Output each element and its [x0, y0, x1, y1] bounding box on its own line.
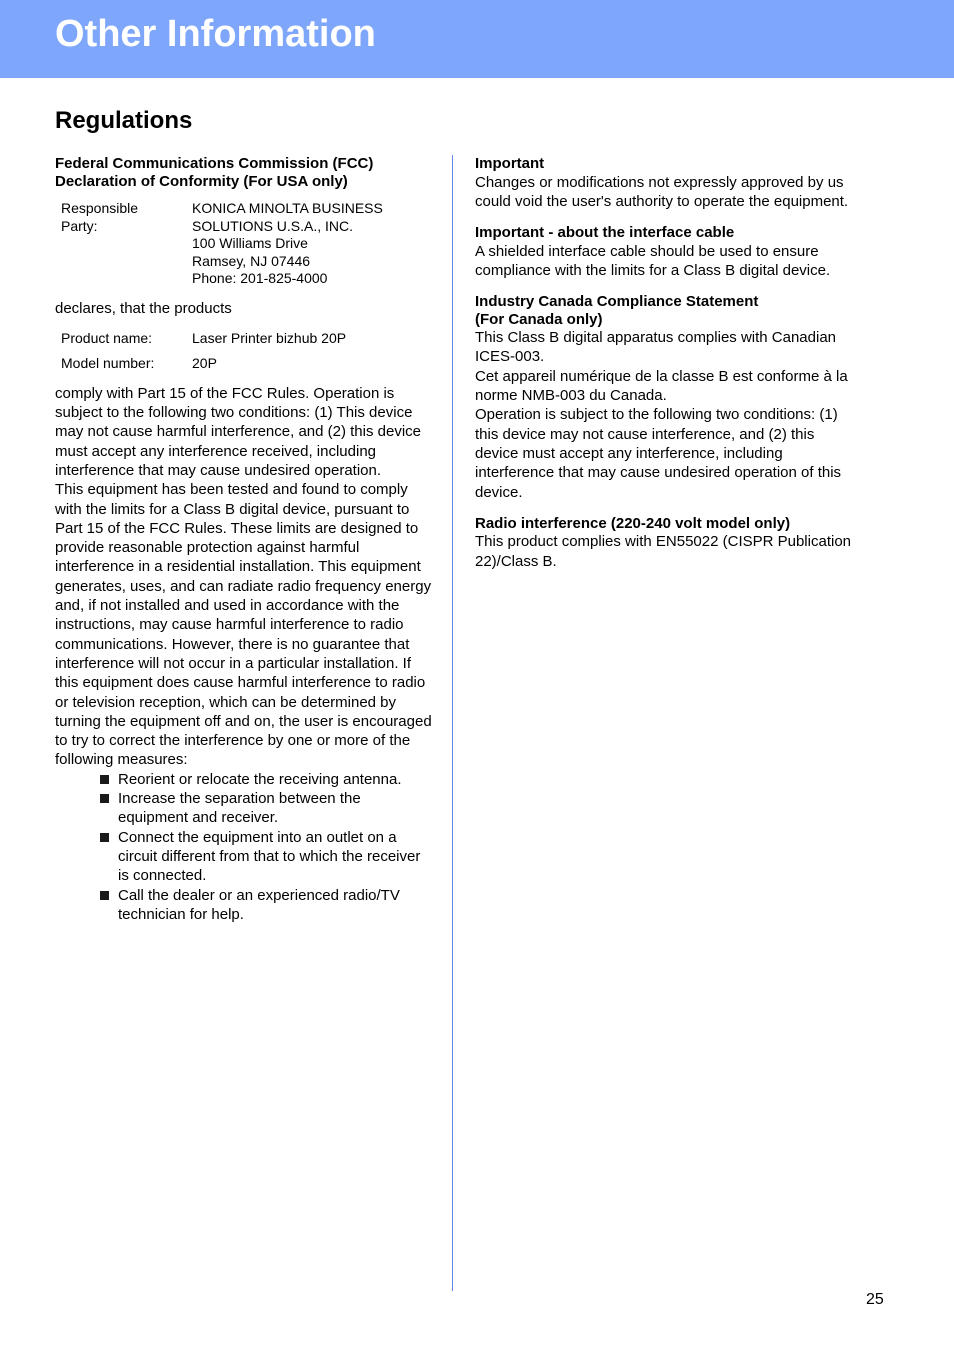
- section-title: Regulations: [55, 107, 193, 134]
- canada-heading-line-2: (For Canada only): [475, 310, 603, 328]
- product-table: [61, 326, 346, 376]
- responsible-party-table: [61, 200, 383, 288]
- interface-cable-heading: Important - about the interface cable: [475, 224, 735, 242]
- product-name-value: Laser Printer bizhub 20P: [192, 329, 347, 346]
- right-column: [475, 155, 857, 584]
- list-item: [100, 828, 433, 886]
- important-text: Changes or modifications not expressly approved by us could void the user's authority to operate the equipment.: [475, 173, 849, 210]
- party-line: Ramsey, NJ 07446: [192, 252, 311, 269]
- canada-heading-line-1: Industry Canada Compliance Statement: [475, 293, 759, 311]
- fcc-compliance-paragraph: comply with Part 15 of the FCC Rules. Operation is subject to the following two conditions: (1) This device may not cause harmful interference, and (2) this device must accept any interference received, including interference that may cause undesired operation.: [55, 384, 422, 479]
- model-row: [61, 351, 346, 376]
- party-line: 100 Williams Drive: [192, 235, 308, 251]
- list-item-text: Connect the equipment into an outlet on a circuit different from that to which the receiver is connected.: [118, 828, 421, 885]
- bullet-square-icon: [100, 891, 109, 900]
- bullet-square-icon: [100, 775, 109, 784]
- list-item: [100, 770, 433, 789]
- product-name-label: Product name:: [61, 329, 153, 346]
- header-banner: [0, 0, 954, 78]
- list-item-text: Call the dealer or an experienced radio/TV technician for help.: [118, 886, 400, 923]
- fcc-heading-line-2: Declaration of Conformity (For USA only): [55, 172, 348, 190]
- page-number: 25: [866, 1291, 884, 1308]
- party-label-line-2: Party:: [61, 217, 98, 234]
- model-number-label: Model number:: [61, 354, 155, 371]
- left-column: [55, 155, 433, 924]
- interface-cable-section: [475, 224, 857, 280]
- canada-text-3: Operation is subject to the following two conditions: (1) this device may not cause interference, and (2) this device must accept any interference, including interference that may cause undesired operation of this device.: [475, 406, 842, 501]
- interface-cable-text: A shielded interface cable should be used to ensure compliance with the limits for a Class B digital device.: [475, 242, 831, 279]
- list-item: [100, 789, 433, 828]
- product-row: [61, 326, 346, 351]
- bullet-square-icon: [100, 794, 109, 803]
- canada-section: [475, 293, 857, 502]
- party-address: [192, 200, 383, 288]
- column-divider: [452, 155, 453, 1291]
- list-item-text: Increase the separation between the equipment and receiver.: [118, 790, 361, 827]
- party-line: SOLUTIONS U.S.A., INC.: [192, 217, 354, 234]
- important-heading: Important: [475, 155, 545, 172]
- radio-interference-section: [475, 515, 857, 571]
- canada-text-1: This Class B digital apparatus complies with Canadian ICES-003.: [475, 329, 837, 366]
- list-item: [100, 886, 433, 925]
- important-section: [475, 155, 857, 211]
- party-line: KONICA MINOLTA BUSINESS: [192, 200, 383, 216]
- bullet-square-icon: [100, 833, 109, 842]
- list-item-text: Reorient or relocate the receiving antenna.: [118, 770, 402, 788]
- party-line: Phone: 201-825-4000: [192, 270, 328, 286]
- party-label: [61, 200, 192, 288]
- fcc-heading-line-1: Federal Communications Commission (FCC): [55, 155, 374, 172]
- canada-text-2: Cet appareil numérique de la classe B est conforme à la norme NMB-003 du Canada.: [475, 367, 848, 405]
- measures-list: [55, 770, 433, 924]
- declares-text: declares, that the products: [55, 299, 232, 317]
- page-title: Other Information: [55, 13, 376, 55]
- model-number-value: 20P: [192, 354, 217, 371]
- party-label-line-1: Responsible: [61, 200, 139, 216]
- fcc-equipment-paragraph: This equipment has been tested and found to comply with the limits for a Class B digital device, pursuant to Part 15 of the FCC Rules. These limits are designed to provide reasonable protection against harmful interference in a residential installation. This equipment generates, uses, and can radiate radio frequency energy and, if not installed and used in accordance with the instructions, may cause harmful interference to radio communications. However, there is no guarantee that interference will not occur in a particular installation. If this equipment does cause harmful interference to radio or television reception, which can be determined by turning the equipment off and on, the user is encouraged to try to correct the interference by one or more of the following measures:: [55, 481, 432, 769]
- radio-interference-text: This product complies with EN55022 (CISPR Publication 22)/Class B.: [475, 533, 852, 570]
- radio-interference-heading: Radio interference (220-240 volt model only): [475, 514, 791, 532]
